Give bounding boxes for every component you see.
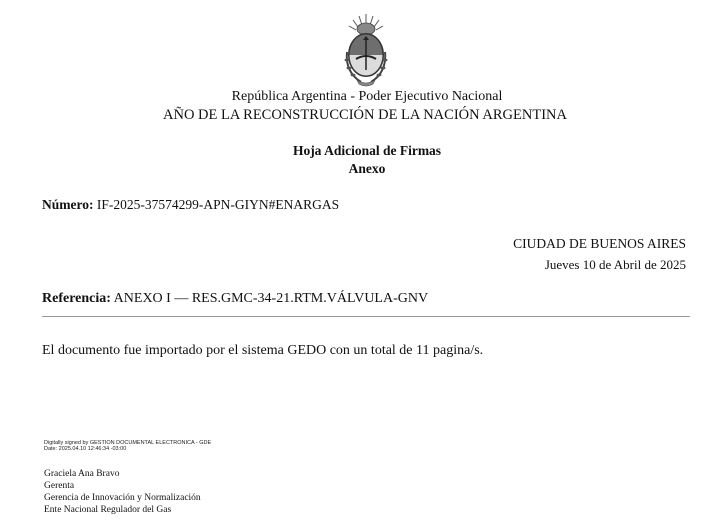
document-subtitle: Anexo: [348, 161, 386, 176]
header-year-motto: AÑO DE LA RECONSTRUCCIÓN DE LA NACIÓN ARGENTINA: [163, 107, 567, 123]
digital-signature-date: Date: 2025.04.10 12:46:34 -03:00: [44, 446, 127, 452]
header-government-line: República Argentina - Poder Ejecutivo Nacional: [231, 89, 503, 104]
divider: [42, 316, 690, 317]
reference: [42, 291, 428, 307]
document-number: [42, 197, 339, 213]
signer-role: Gerenta: [44, 481, 75, 491]
document-title: Hoja Adicional de Firmas: [292, 143, 442, 158]
date: Jueves 10 de Abril de 2025: [544, 257, 686, 272]
signer-name: Graciela Ana Bravo: [44, 469, 120, 479]
signer-department: Gerencia de Innovación y Normalización: [44, 493, 201, 503]
digital-signature-line: Digitally signed by GESTION DOCUMENTAL ELECTRONICA - GDE: [44, 440, 212, 446]
reference-value: ANEXO I — RES.GMC-34-21.RTM.VÁLVULA-GNV: [113, 291, 429, 306]
coat-of-arms-icon: [339, 12, 393, 88]
body-text: El documento fue importado por el sistema GEDO con un total de 11 pagina/s.: [42, 343, 484, 358]
document-number-label: Número:: [42, 197, 94, 212]
signer-entity: Ente Nacional Regulador del Gas: [44, 505, 172, 515]
reference-label: Referencia:: [42, 291, 111, 306]
city: CIUDAD DE BUENOS AIRES: [513, 236, 686, 251]
document-number-value: IF-2025-37574299-APN-GIYN#ENARGAS: [96, 197, 340, 212]
